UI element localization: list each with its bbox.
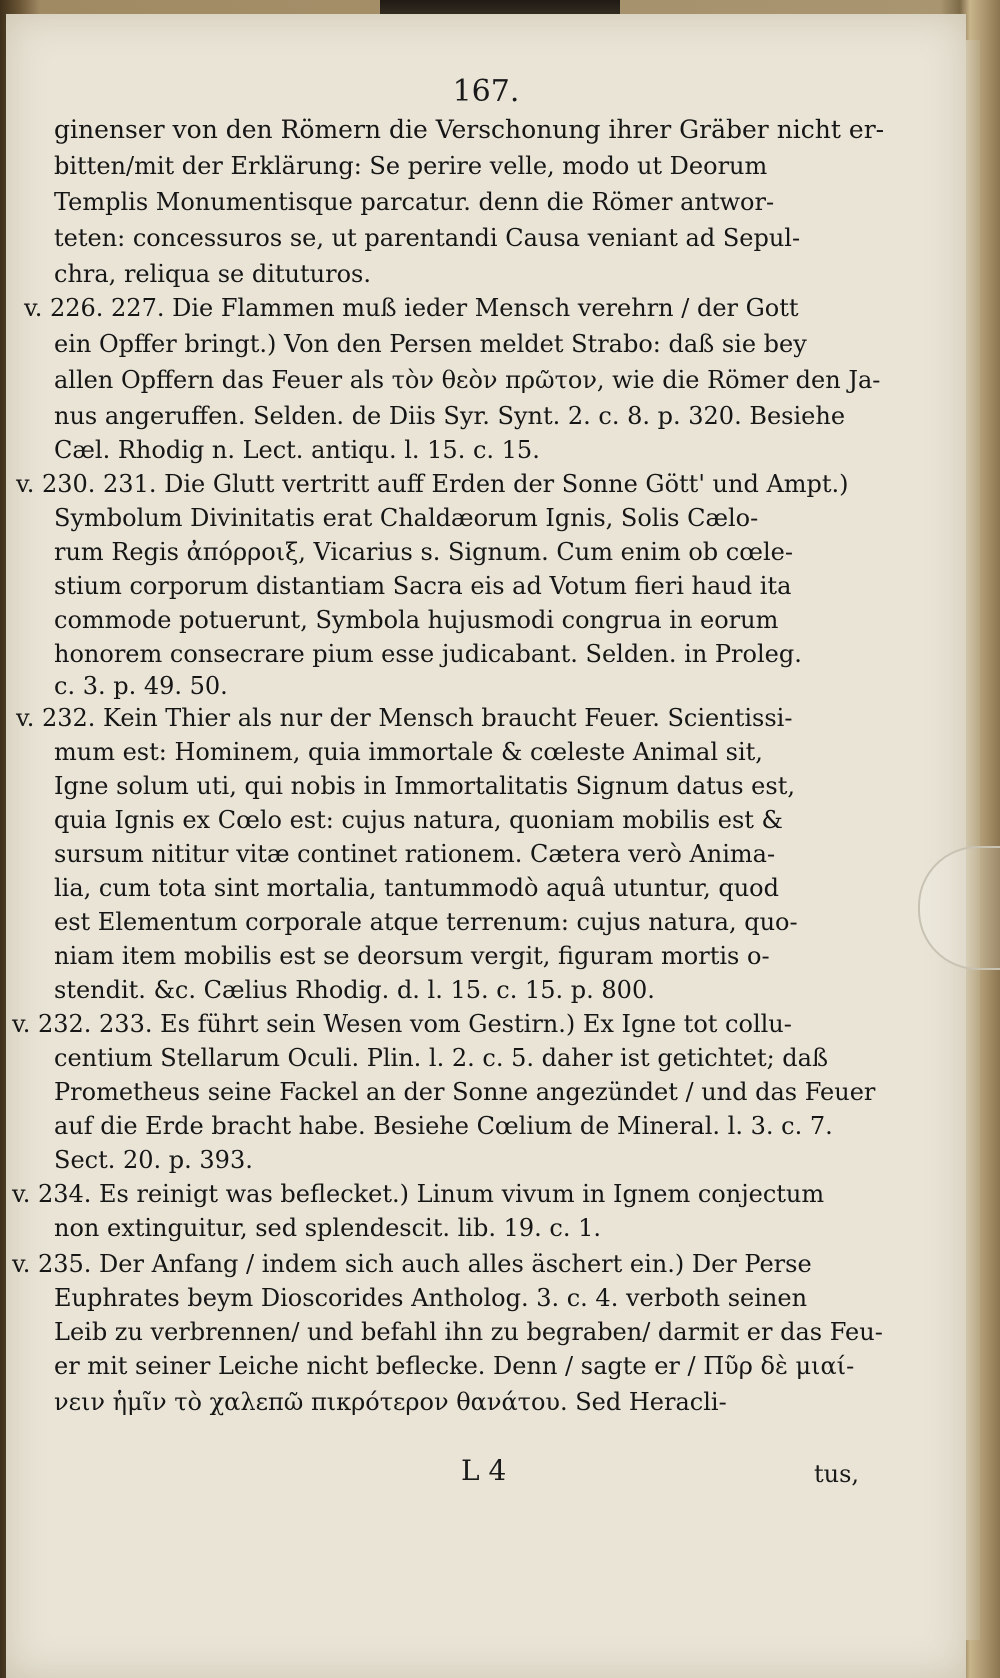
text-line: ginenser von den Römern die Verschonung ihrer Gräber nicht er- [54,115,885,144]
text-line: mum est: Hominem, quia immortale & cœleste Animal sit, [54,738,763,766]
text-line: Cæl. Rhodig n. Lect. antiqu. l. 15. c. 15. [54,436,540,464]
catchword: tus, [814,1460,860,1488]
verse-note: v. 232. Kein Thier als nur der Mensch braucht Feuer. Scientissi- [16,704,793,732]
text-line: nus angeruffen. Selden. de Diis Syr. Synt. 2. c. 8. p. 320. Besiehe [54,402,846,430]
text-line: Leib zu verbrennen/ und befahl ihn zu begraben/ darmit er das Feu- [54,1318,883,1346]
text-line: quia Ignis ex Cœlo est: cujus natura, quoniam mobilis est & [54,806,783,834]
text-line: Symbolum Divinitatis erat Chaldæorum Ignis, Solis Cælo- [54,504,759,532]
text-line: stendit. &c. Cælius Rhodig. d. l. 15. c. 15. p. 800. [54,976,655,1004]
text-line: Igne solum uti, qui nobis in Immortalitatis Signum datus est, [54,772,795,800]
text-line: allen Opffern das Feuer als τὸν θεὸν πρῶτον, wie die Römer den Ja- [54,366,881,394]
text-line: Templis Monumentisque parcatur. denn die Römer antwor- [54,188,775,216]
text-line: sursum nititur vitæ continet rationem. Cætera verò Anima- [54,840,776,868]
text-line: commode potuerunt, Symbola hujusmodi congrua in eorum [54,606,779,634]
text-line: ein Opffer bringt.) Von den Persen meldet Strabo: daß sie bey [54,330,807,358]
text-line: er mit seiner Leiche nicht beflecke. Denn / sagte er / Πῦρ δὲ μιαί- [54,1352,855,1380]
page-sheet [6,14,966,1678]
text-line: stium corporum distantiam Sacra eis ad Votum fieri haud ita [54,572,792,600]
text-line: non extinguitur, sed splendescit. lib. 19. c. 1. [54,1214,601,1242]
verse-note: v. 230. 231. Die Glutt vertritt auff Erden der Sonne Gött' und Ampt.) [16,470,849,498]
text-line: c. 3. p. 49. 50. [54,672,228,700]
text-line: honorem consecrare pium esse judicabant. Selden. in Proleg. [54,640,802,668]
text-line: Euphrates beym Dioscorides Antholog. 3. c. 4. verboth seinen [54,1284,808,1312]
text-line: niam item mobilis est se deorsum vergit, figuram mortis o- [54,942,770,970]
verse-note: v. 234. Es reinigt was beflecket.) Linum vivum in Ignem conjectum [12,1180,825,1208]
text-line: bitten/mit der Erklärung: Se perire velle, modo ut Deorum [54,152,768,180]
text-line: rum Regis ἀπόρροιξ, Vicarius s. Signum. Cum enim ob cœle- [54,538,793,566]
verse-note: v. 232. 233. Es führt sein Wesen vom Gestirn.) Ex Igne tot collu- [12,1010,792,1038]
text-line: est Elementum corporale atque terrenum: cujus natura, quo- [54,908,798,936]
text-line: chra, reliqua se dituturos. [54,260,371,288]
text-line: Prometheus seine Fackel an der Sonne angezündet / und das Feuer [54,1078,876,1106]
page-number: 167. [452,74,520,109]
text-line: auf die Erde bracht habe. Besiehe Cœlium de Mineral. l. 3. c. 7. [54,1112,833,1140]
signature-mark: L 4 [461,1454,507,1487]
text-line: lia, cum tota sint mortalia, tantummodò aquâ utuntur, quod [54,874,779,902]
text-line: Sect. 20. p. 393. [54,1146,253,1174]
verse-note: v. 235. Der Anfang / indem sich auch alles äschert ein.) Der Perse [12,1250,812,1278]
verse-note: v. 226. 227. Die Flammen muß ieder Mensch verehrn / der Gott [24,294,799,322]
text-line: centium Stellarum Oculi. Plin. l. 2. c. 5. daher ist getichtet; daß [54,1044,829,1072]
text-line: teten: concessuros se, ut parentandi Causa veniant ad Sepul- [54,224,801,252]
text-line: νειν ἡμῖν τὸ χαλεπῶ πικρότερον θανάτου. Sed Heracli- [54,1388,727,1416]
